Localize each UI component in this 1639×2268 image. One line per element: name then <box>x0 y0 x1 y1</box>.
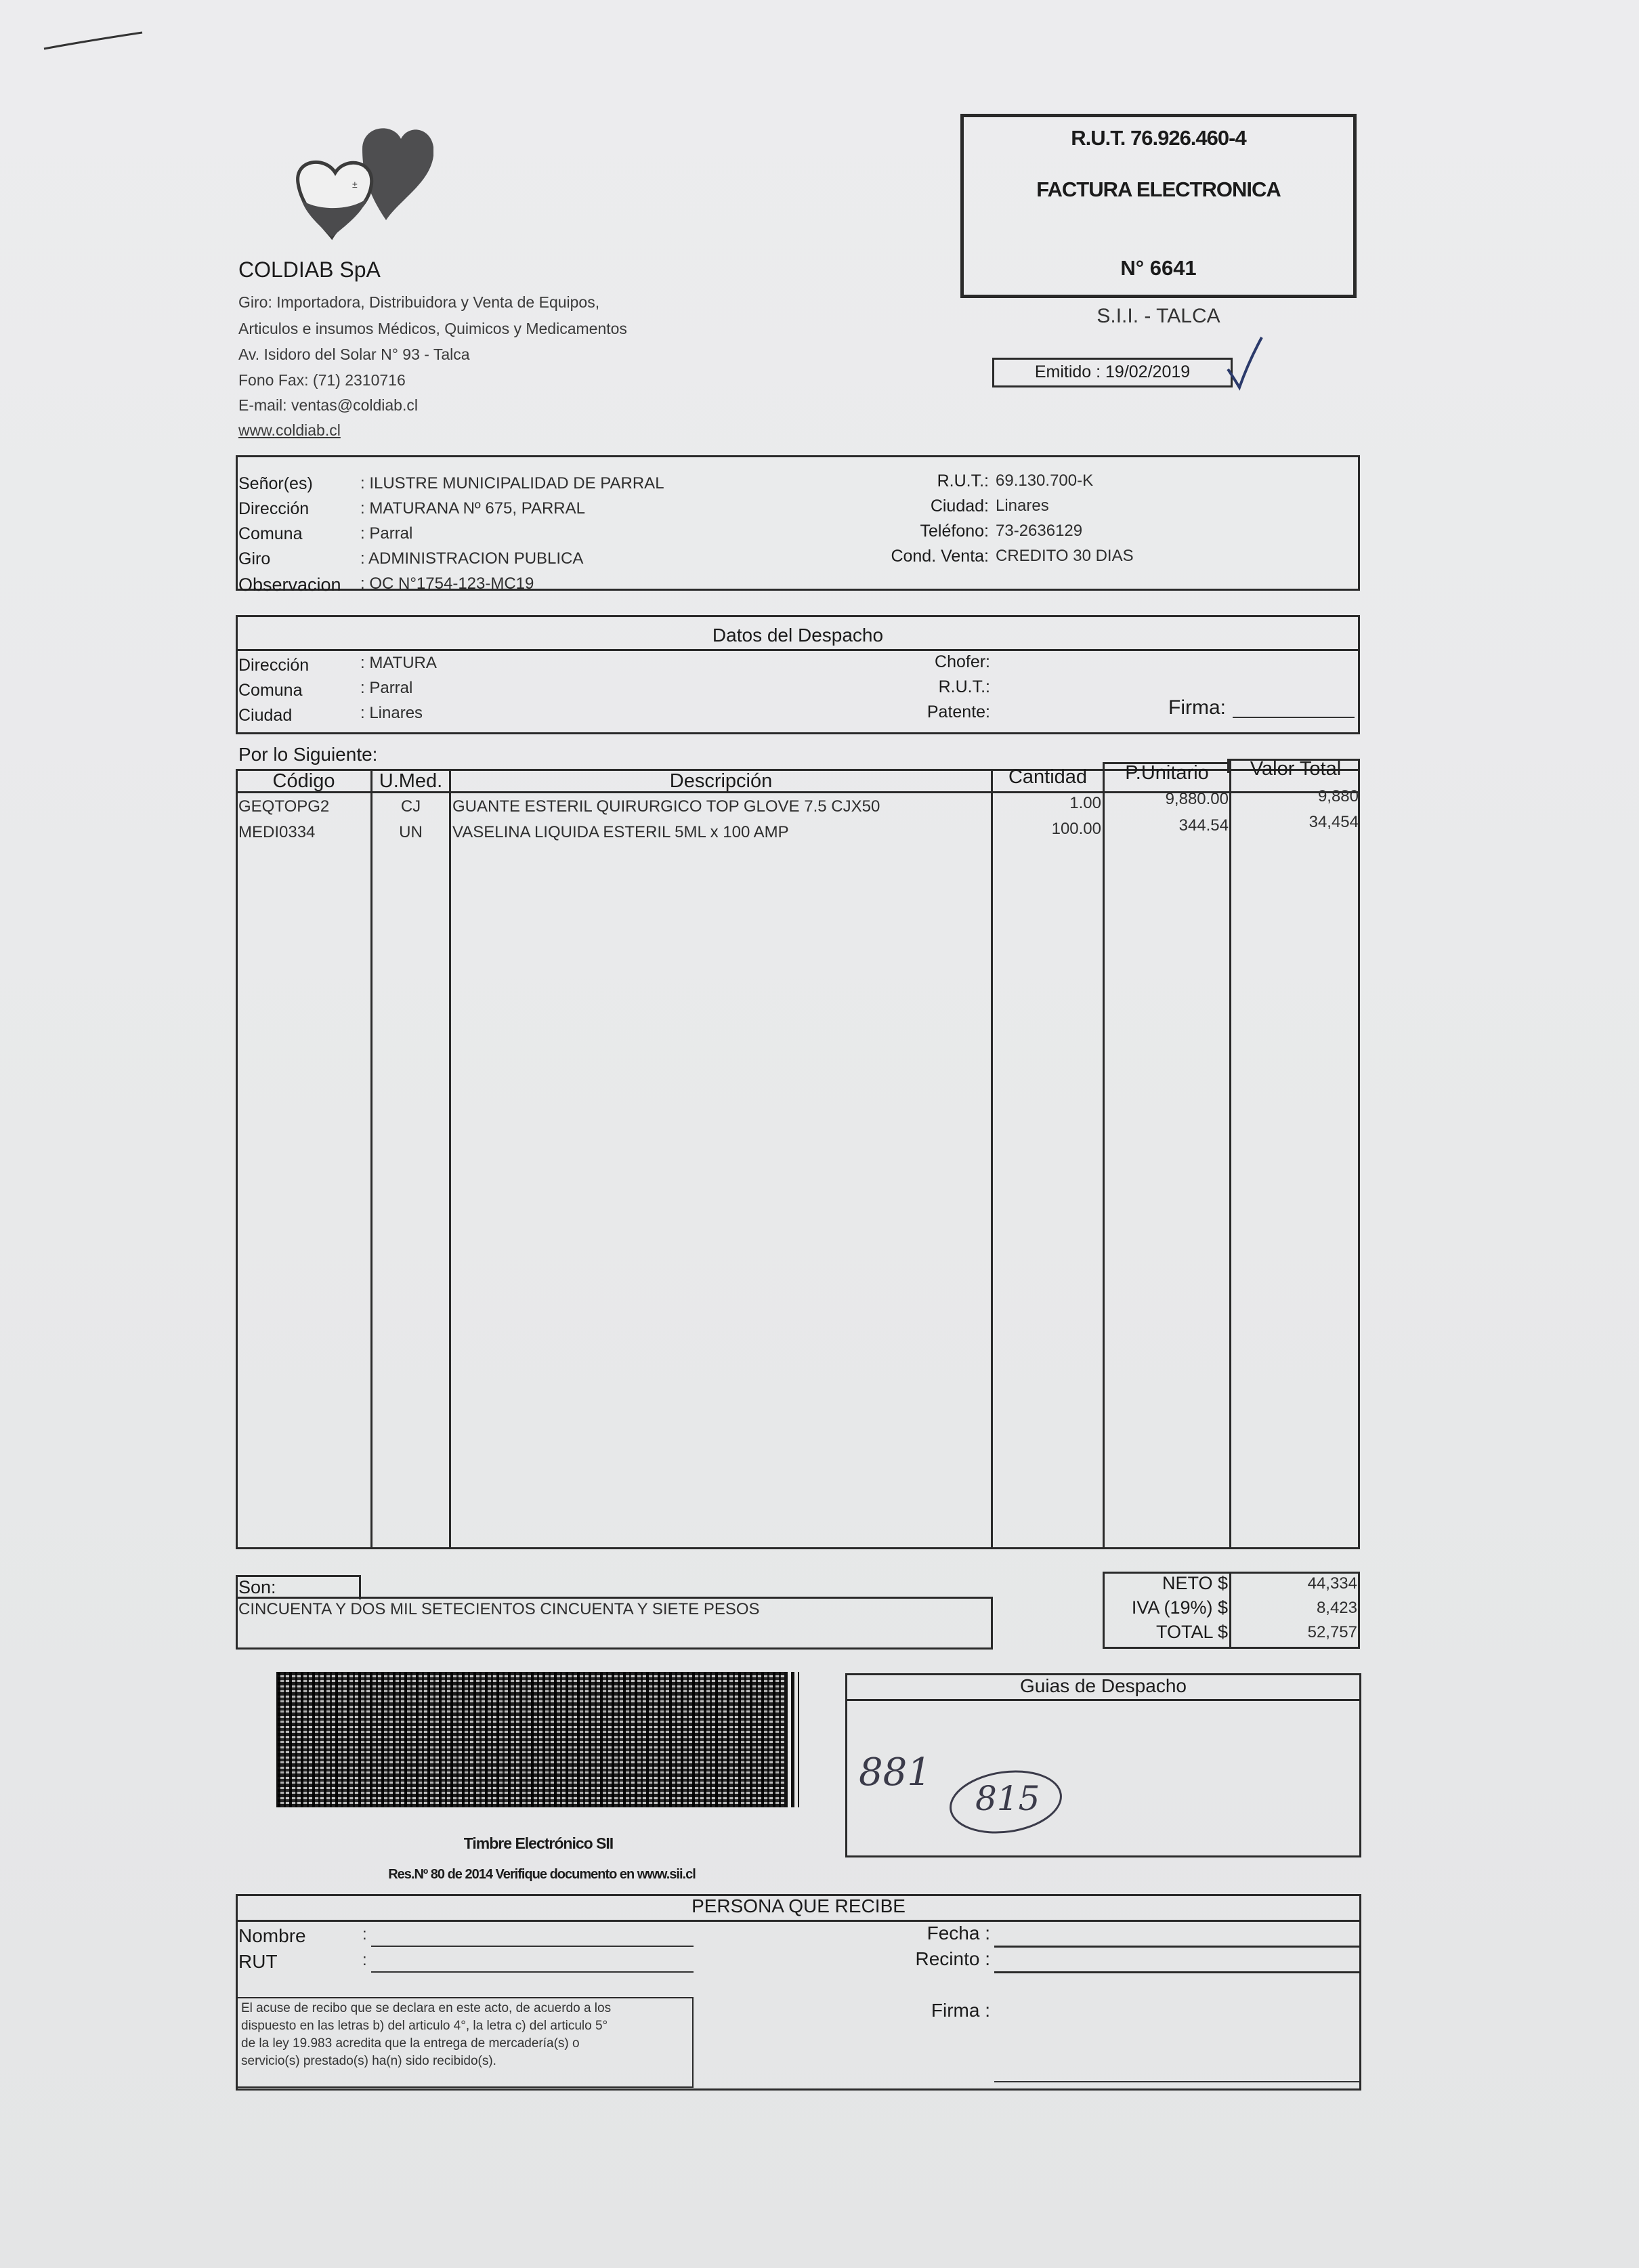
iva-value: 8,423 <box>1316 1599 1357 1617</box>
item-code: MEDI0334 <box>238 823 316 841</box>
item-unit-price: 9,880.00 <box>1165 790 1229 808</box>
client-label: Dirección <box>238 499 310 518</box>
amount-in-words: CINCUENTA Y DOS MIL SETECIENTOS CINCUENTA Y SIETE PESOS <box>238 1600 760 1618</box>
item-quantity: 1.00 <box>1069 794 1101 812</box>
col-divider <box>370 769 372 1549</box>
dispatch-label: Comuna <box>238 681 303 700</box>
invoice-number: N° 6641 <box>1120 256 1197 280</box>
client-address: : MATURANA Nº 675, PARRAL <box>360 499 585 518</box>
item-description: GUANTE ESTERIL QUIRURGICO TOP GLOVE 7.5 CJX50 <box>452 797 880 816</box>
receiver-rut-field[interactable] <box>371 1971 694 1973</box>
col-divider <box>991 769 993 1549</box>
item-total: 34,454 <box>1308 813 1359 831</box>
item-unit-price: 344.54 <box>1178 816 1229 835</box>
receiver-recinto-field[interactable] <box>994 1971 1361 1973</box>
client-cond-venta-label: Cond. Venta: <box>891 547 989 566</box>
receiver-fecha-field[interactable] <box>994 1946 1361 1948</box>
col-header-codigo: Código <box>272 770 335 792</box>
svg-text:±: ± <box>352 179 358 190</box>
dispatch-ciudad: : Linares <box>360 704 423 722</box>
check-mark <box>1225 332 1265 393</box>
colon: : <box>362 1951 367 1969</box>
legal-line: dispuesto en las letras b) del articulo 4°, la letra c) del articulo 5° <box>241 2019 608 2033</box>
col-header-descripcion: Descripción <box>669 770 773 792</box>
dispatch-label: Ciudad <box>238 706 293 725</box>
issuer-giro-2: Articulos e insumos Médicos, Quimicos y Medicamentos <box>238 320 627 337</box>
client-rut-label: R.U.T.: <box>937 471 989 490</box>
son-label: Son: <box>238 1577 276 1597</box>
guia-handwritten-2: 815 <box>975 1779 1040 1818</box>
timbre-edge-right <box>784 1672 799 1807</box>
receiver-rut-label: RUT <box>238 1951 278 1972</box>
client-giro: : ADMINISTRACION PUBLICA <box>360 549 584 568</box>
guias-title: Guias de Despacho <box>1020 1675 1187 1696</box>
client-name: : ILUSTRE MUNICIPALIDAD DE PARRAL <box>360 474 664 492</box>
pen-mark <box>41 27 149 54</box>
colon: : <box>362 1925 367 1944</box>
sii-office: S.I.I. - TALCA <box>1097 305 1220 327</box>
items-intro: Por lo Siguiente: <box>238 744 378 765</box>
receiver-divider <box>236 1920 1361 1922</box>
client-telefono-label: Teléfono: <box>920 522 989 541</box>
client-label: Observacion <box>238 574 341 595</box>
item-total: 9,880 <box>1317 787 1359 805</box>
col-divider <box>449 769 451 1549</box>
client-cond-venta: CREDITO 30 DIAS <box>996 547 1134 565</box>
legal-line: de la ley 19.983 acredita que la entrega de mercadería(s) o <box>241 2036 580 2051</box>
timbre-title: Timbre Electrónico SII <box>463 1834 614 1852</box>
guia-handwritten-1: 881 <box>859 1750 931 1794</box>
client-ciudad: Linares <box>996 497 1049 515</box>
receiver-firma-field[interactable] <box>994 2081 1360 2082</box>
issuer-email: E-mail: ventas@coldiab.cl <box>238 396 418 414</box>
document-type: FACTURA ELECTRONICA <box>1036 177 1281 201</box>
receiver-nombre-field[interactable] <box>371 1946 694 1947</box>
client-rut: 69.130.700-K <box>996 471 1094 490</box>
legal-line: servicio(s) prestado(s) ha(n) sido recibido(s). <box>241 2054 496 2068</box>
iva-label: IVA (19%) $ <box>1131 1597 1228 1618</box>
item-quantity: 100.00 <box>1051 820 1101 838</box>
client-label: Giro <box>238 549 271 568</box>
issuer-rut: R.U.T. 76.926.460-4 <box>1071 126 1246 150</box>
issuer-address: Av. Isidoro del Solar N° 93 - Talca <box>238 345 470 363</box>
neto-label: NETO $ <box>1162 1573 1228 1593</box>
dispatch-signature-line[interactable] <box>1233 717 1355 718</box>
client-label: Señor(es) <box>238 474 313 493</box>
dispatch-direccion: : MATURA <box>360 654 437 672</box>
col-header-valor-total: Valor Total <box>1250 758 1342 780</box>
client-label: Comuna <box>238 524 303 543</box>
items-table <box>236 769 1360 1549</box>
timbre-res: Res.Nº 80 de 2014 Verifique documento en www.sii.cl <box>388 1867 696 1882</box>
receiver-nombre-label: Nombre <box>238 1925 306 1946</box>
chofer-label: Chofer: <box>935 652 990 671</box>
timbre-barcode-icon <box>278 1672 799 1807</box>
col-header-umed: U.Med. <box>379 770 443 792</box>
guias-divider <box>845 1699 1361 1701</box>
issuer-phone: Fono Fax: (71) 2310716 <box>238 371 406 389</box>
dispatch-rut-label: R.U.T.: <box>938 677 990 696</box>
patente-label: Patente: <box>927 702 990 721</box>
col-header-cantidad: Cantidad <box>1008 766 1088 788</box>
legal-line: El acuse de recibo que se declara en este acto, de acuerdo a los <box>241 2001 612 2015</box>
col-divider <box>1229 759 1231 1549</box>
total-label: TOTAL $ <box>1155 1622 1228 1642</box>
item-unit: UN <box>399 823 423 841</box>
issue-date: Emitido : 19/02/2019 <box>1034 362 1191 381</box>
item-description: VASELINA LIQUIDA ESTERIL 5ML x 100 AMP <box>452 823 789 841</box>
dispatch-firma-label: Firma: <box>1168 696 1226 719</box>
col-divider <box>1103 769 1105 1549</box>
coldiab-logo-icon <box>284 119 433 247</box>
total-value: 52,757 <box>1307 1623 1357 1641</box>
issuer-name: COLDIAB SpA <box>238 257 381 282</box>
receiver-fecha-label: Fecha : <box>927 1923 990 1944</box>
dispatch-label: Dirección <box>238 656 310 675</box>
divider <box>236 649 1360 651</box>
client-telefono: 73-2636129 <box>996 522 1083 540</box>
receiver-firma-label: Firma : <box>931 2000 990 2021</box>
item-code: GEQTOPG2 <box>238 797 330 816</box>
item-unit: CJ <box>400 797 421 816</box>
client-ciudad-label: Ciudad: <box>930 497 989 516</box>
issuer-web-link[interactable]: www.coldiab.cl <box>238 421 341 439</box>
dispatch-comuna: : Parral <box>360 679 413 697</box>
dispatch-title: Datos del Despacho <box>712 625 884 646</box>
client-observacion: : OC N°1754-123-MC19 <box>360 574 534 593</box>
issuer-giro-1: Giro: Importadora, Distribuidora y Venta de Equipos, <box>238 293 600 311</box>
receiver-title: PERSONA QUE RECIBE <box>691 1895 906 1916</box>
receiver-recinto-label: Recinto : <box>915 1948 990 1969</box>
neto-value: 44,334 <box>1307 1574 1357 1593</box>
client-comuna: : Parral <box>360 524 413 543</box>
col-header-punitario: P.Unitario <box>1125 762 1209 784</box>
legal-text <box>241 2000 611 2070</box>
